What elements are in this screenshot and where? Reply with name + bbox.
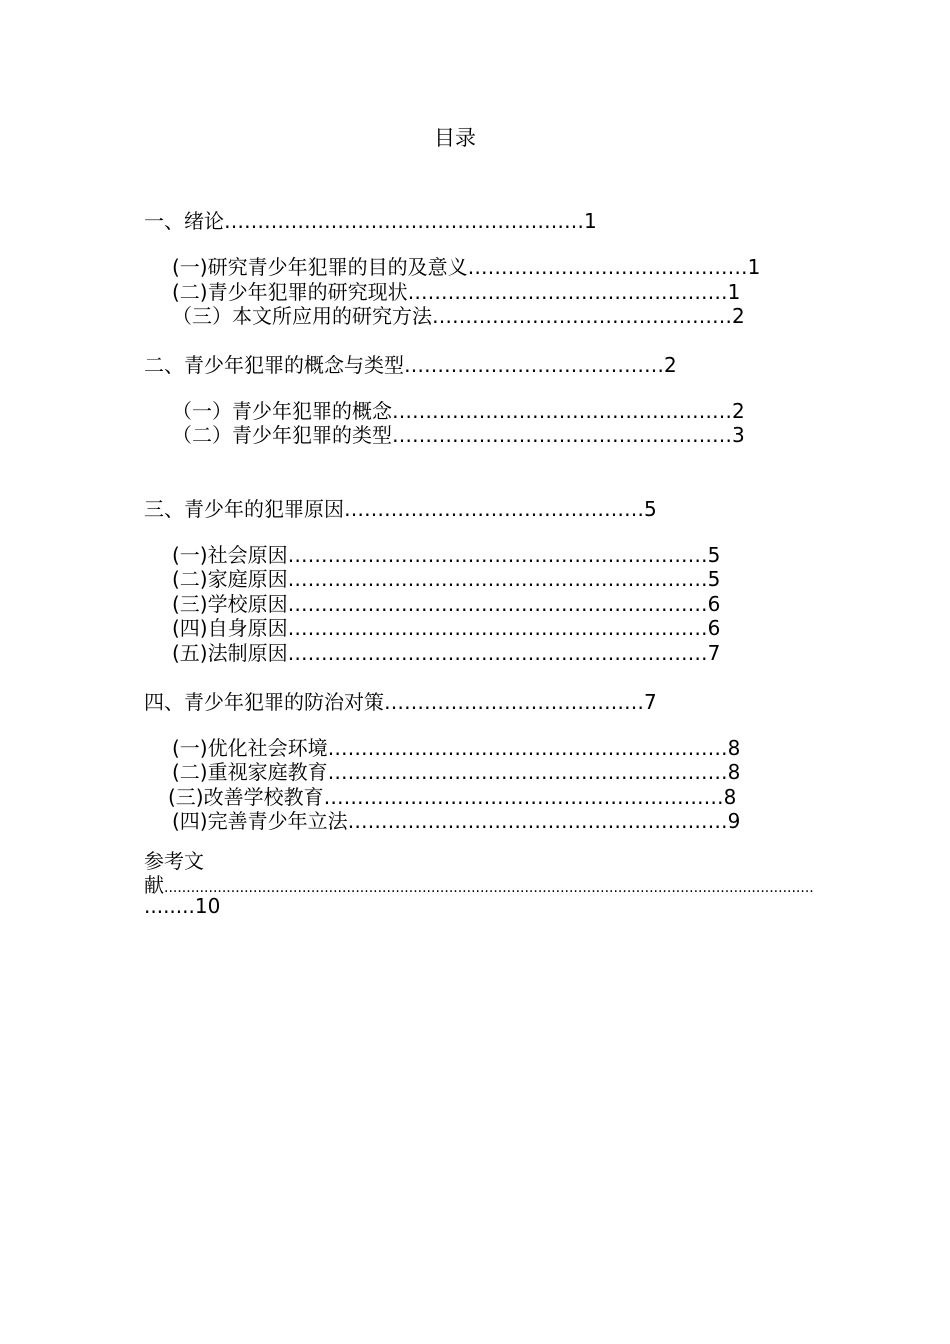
toc-entry: (四)完善青少年立法…………………………………………………9 [172, 809, 741, 833]
toc-leader-dots: .................................................................................................................................................. [164, 880, 814, 896]
toc-entry: 四、青少年犯罪的防治对策…………………………………7 [144, 690, 657, 714]
toc-entry: (二)重视家庭教育……………………………………………………8 [172, 760, 741, 784]
toc-entry: (二)家庭原因………………………………………………………5 [172, 567, 721, 591]
toc-entry: (一)社会原因………………………………………………………5 [172, 543, 721, 567]
toc-entry: (三)学校原因………………………………………………………6 [172, 592, 721, 616]
toc-entry-references-page: ........10 [144, 894, 221, 918]
toc-title: 目录 [434, 126, 476, 150]
toc-entry: (三)改善学校教育……………………………………………………8 [168, 785, 737, 809]
toc-entry: （三）本文所应用的研究方法………………………………………2 [172, 304, 745, 328]
toc-entry: (五)法制原因………………………………………………………7 [172, 641, 721, 665]
toc-entry: (四)自身原因………………………………………………………6 [172, 616, 721, 640]
toc-entry-references-head: 参考文 [144, 849, 204, 873]
toc-entry: （二）青少年犯罪的类型……………………………………………3 [172, 423, 745, 447]
toc-entry: 一、绪论………………………………………………1 [144, 209, 597, 233]
toc-entry: （一）青少年犯罪的概念……………………………………………2 [172, 399, 745, 423]
toc-entry: (二)青少年犯罪的研究现状…………………………………………1 [172, 280, 741, 304]
toc-entry: 二、青少年犯罪的概念与类型…………………………………2 [144, 353, 677, 377]
toc-entry-references-char: 献 [144, 873, 164, 897]
toc-entry: 三、青少年的犯罪原因………………………………………5 [144, 497, 657, 521]
toc-entry: (一)研究青少年犯罪的目的及意义……………………………………1 [172, 255, 761, 279]
toc-entry: (一)优化社会环境……………………………………………………8 [172, 736, 741, 760]
toc-entry-references-line [144, 872, 902, 898]
